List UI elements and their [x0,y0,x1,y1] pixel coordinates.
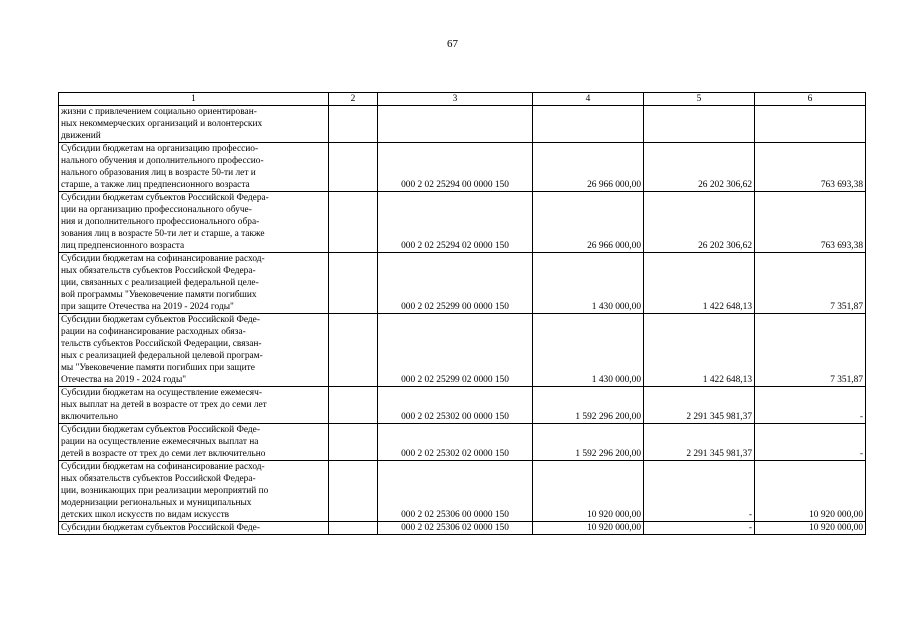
column-number-header-row [59,93,866,106]
description-line: модернизации региональных и муниципальных [61,498,252,508]
description-line: Субсидии бюджетам на софинансирование расход- [61,254,265,264]
row-budget-code: 000 2 02 25294 00 0000 150 [378,143,533,192]
row-budget-code: 000 2 02 25299 02 0000 150 [378,314,533,387]
description-line: лиц предпенсионного возраста [61,241,185,251]
table-row [59,143,866,192]
description-line: рации на софинансирование расходных обяза- [61,327,246,337]
description-line: рации на осуществление ежемесячных выплат на [61,437,259,447]
table-row [59,192,866,253]
row-executed-amount: - [644,461,755,522]
row-description [59,143,329,192]
row-description [59,387,329,424]
row-column-2 [329,143,378,192]
description-line: тельств субъектов Российской Федерации, связан- [61,339,262,349]
row-unexecuted-amount: 10 920 000,00 [755,522,866,535]
budget-execution-table [58,92,866,535]
description-line: включительно [61,412,118,422]
row-executed-amount: 2 291 345 981,37 [644,424,755,461]
row-column-2 [329,106,378,143]
row-approved-amount: 1 430 000,00 [533,253,644,314]
row-executed-amount [644,106,755,143]
table-row [59,314,866,387]
table-row [59,522,866,535]
row-approved-amount: 1 592 296 200,00 [533,387,644,424]
table-row [59,461,866,522]
table-body [59,106,866,535]
row-column-2 [329,192,378,253]
description-line: ных некоммерческих организаций и волонтерских [61,119,263,129]
row-description [59,461,329,522]
description-line: старше, а также лиц предпенсионного возраста [61,180,250,190]
row-column-2 [329,253,378,314]
table-row [59,253,866,314]
row-unexecuted-amount: 7 351,87 [755,253,866,314]
row-budget-code: 000 2 02 25306 00 0000 150 [378,461,533,522]
description-line: жизни с привлечением социально ориентирован- [61,107,257,117]
description-line: ных обязательств субъектов Российской Федера- [61,266,256,276]
description-line: ных обязательств субъектов Российской Федера- [61,474,256,484]
description-line: ции на организацию профессионального обуче- [61,205,252,215]
description-line: Субсидии бюджетам субъектов Российской Феде- [61,425,260,435]
description-line: Субсидии бюджетам субъектов Российской Федера- [61,193,269,203]
description-line: ных выплат на детей в возрасте от трех до семи лет [61,400,267,410]
description-line: мы "Увековечение памяти погибших при защите [61,363,255,373]
row-unexecuted-amount: - [755,387,866,424]
row-column-2 [329,314,378,387]
row-budget-code [378,106,533,143]
row-description [59,253,329,314]
column-header-3: 3 [378,93,533,106]
column-header-6: 6 [755,93,866,106]
row-budget-code: 000 2 02 25294 02 0000 150 [378,192,533,253]
row-column-2 [329,387,378,424]
description-line: зования лиц в возрасте 50-ти лет и старше, а также [61,229,265,239]
table-row [59,424,866,461]
row-approved-amount: 1 592 296 200,00 [533,424,644,461]
row-approved-amount: 26 966 000,00 [533,192,644,253]
description-line: Субсидии бюджетам на организацию профессио- [61,144,259,154]
description-line: ния и дополнительного профессионального обра- [61,217,260,227]
description-line: ции, связанных с реализацией федеральной целе- [61,278,259,288]
row-unexecuted-amount: 763 693,38 [755,143,866,192]
description-line: Субсидии бюджетам субъектов Российской Феде- [61,523,260,533]
page-number: 67 [447,38,458,50]
description-line: Отечества на 2019 - 2024 годы" [61,375,187,385]
row-approved-amount: 1 430 000,00 [533,314,644,387]
column-header-4: 4 [533,93,644,106]
description-line: движений [61,131,101,141]
row-description [59,424,329,461]
description-line: нального образования лиц в возрасте 50-ти лет и [61,168,256,178]
row-column-2 [329,461,378,522]
table-row [59,387,866,424]
row-approved-amount: 10 920 000,00 [533,522,644,535]
row-unexecuted-amount: 10 920 000,00 [755,461,866,522]
row-budget-code: 000 2 02 25306 02 0000 150 [378,522,533,535]
row-unexecuted-amount: 7 351,87 [755,314,866,387]
row-unexecuted-amount: - [755,424,866,461]
description-line: Субсидии бюджетам на осуществление ежемесяч- [61,388,262,398]
column-header-1: 1 [59,93,329,106]
row-description [59,522,329,535]
row-column-2 [329,522,378,535]
row-description [59,314,329,387]
column-header-5: 5 [644,93,755,106]
description-line: нального обучения и дополнительного профессио- [61,156,264,166]
row-unexecuted-amount [755,106,866,143]
row-executed-amount: 2 291 345 981,37 [644,387,755,424]
column-header-2: 2 [329,93,378,106]
description-line: ции, возникающих при реализации мероприятий по [61,486,269,496]
description-line: вой программы "Увековечение памяти погибших [61,290,257,300]
row-executed-amount: 1 422 648,13 [644,253,755,314]
description-line: детских школ искусств по видам искусств [61,510,230,520]
description-line: детей в возрасте от трех до семи лет включительно [61,449,266,459]
row-column-2 [329,424,378,461]
row-executed-amount: 26 202 306,62 [644,143,755,192]
description-line: Субсидии бюджетам на софинансирование расход- [61,462,265,472]
row-budget-code: 000 2 02 25302 02 0000 150 [378,424,533,461]
description-line: при защите Отечества на 2019 - 2024 годы" [61,302,234,312]
row-approved-amount: 26 966 000,00 [533,143,644,192]
row-executed-amount: 1 422 648,13 [644,314,755,387]
row-approved-amount: 10 920 000,00 [533,461,644,522]
table-row [59,106,866,143]
row-description [59,192,329,253]
row-executed-amount: 26 202 306,62 [644,192,755,253]
row-budget-code: 000 2 02 25302 00 0000 150 [378,387,533,424]
row-executed-amount: - [644,522,755,535]
row-unexecuted-amount: 763 693,38 [755,192,866,253]
description-line: Субсидии бюджетам субъектов Российской Феде- [61,315,260,325]
row-description [59,106,329,143]
description-line: ных с реализацией федеральной целевой програм- [61,351,263,361]
row-approved-amount [533,106,644,143]
row-budget-code: 000 2 02 25299 00 0000 150 [378,253,533,314]
